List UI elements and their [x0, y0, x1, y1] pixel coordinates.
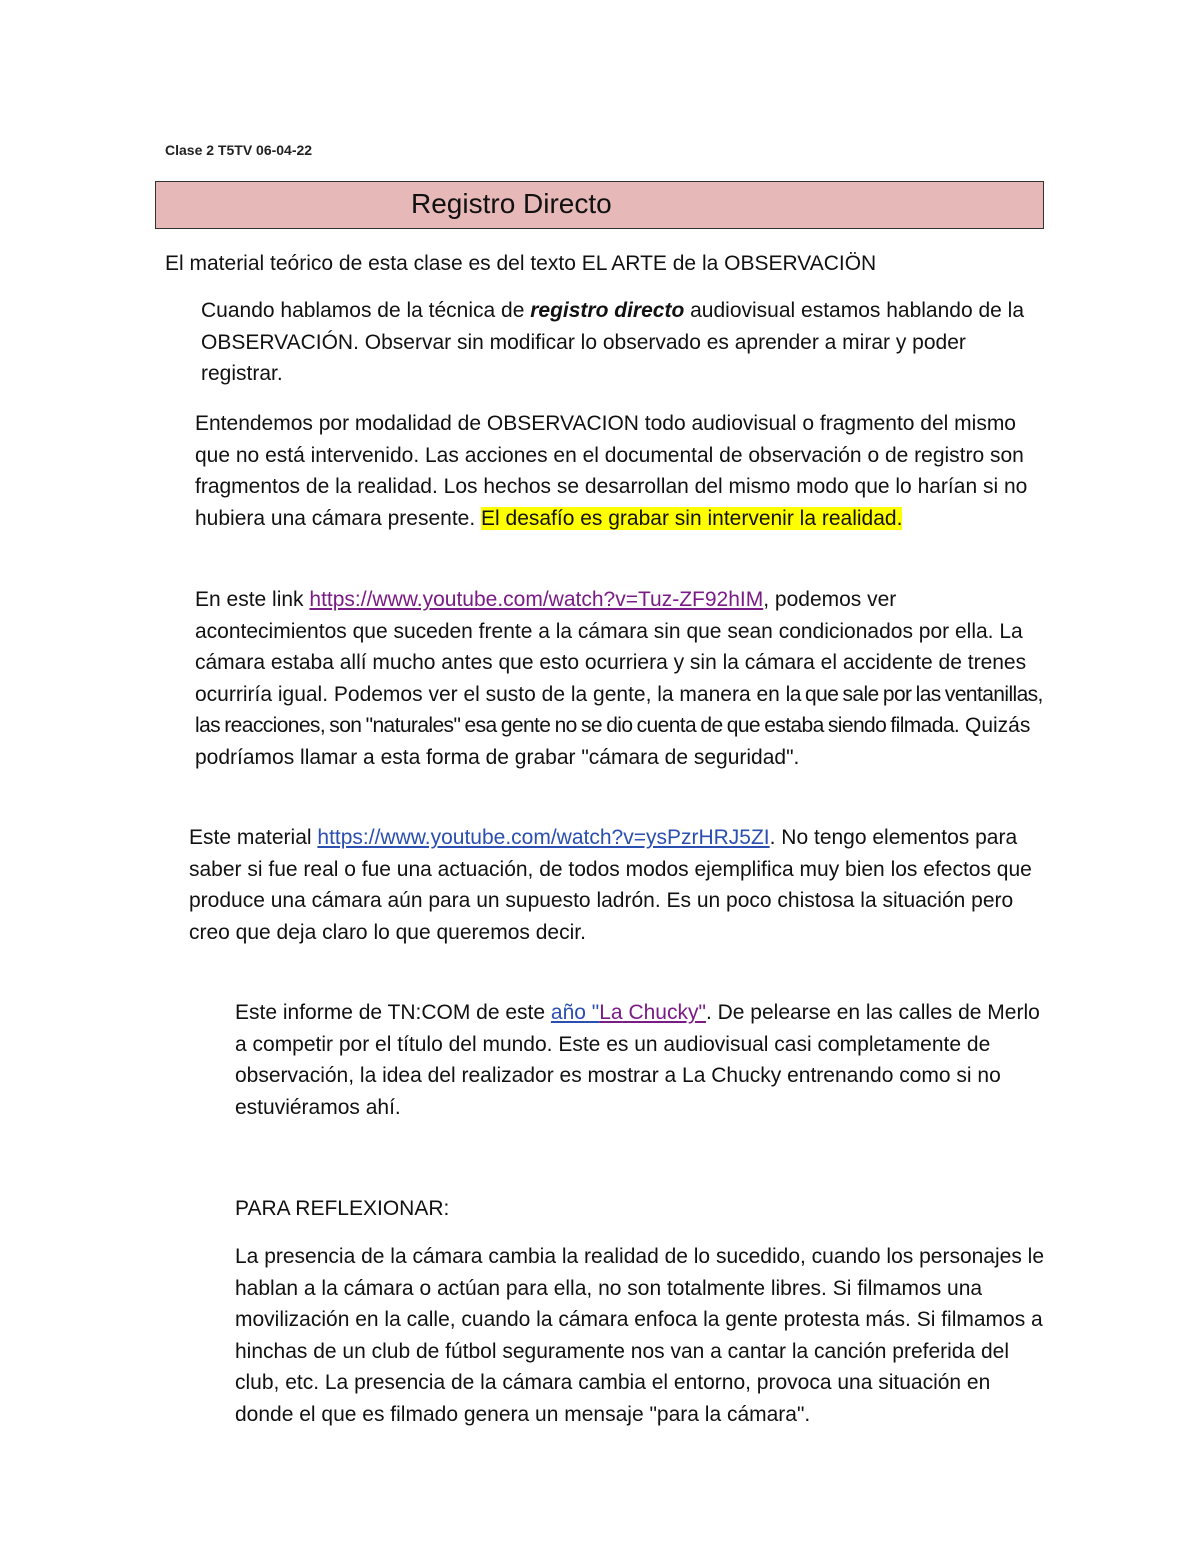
p4-text-a: Este material [189, 826, 318, 849]
p2-text-a: Entendemos por modalidad de OBSERVACION todo audiovisual o fragmento del mismo que no está intervenido. Las acciones en el documental de observación o de registro son fragmentos de la realidad. Los hechos se desarrollan del mismo modo que lo harían si no hubiera una cámara presente. [195, 412, 1028, 530]
paragraph-chucky [165, 997, 1045, 1123]
reflect-heading-block [165, 1193, 1045, 1225]
chucky-link-quote-close[interactable]: " [698, 1001, 706, 1024]
intro-paragraph [165, 248, 1045, 280]
reflect-heading: PARA REFLEXIONAR: [235, 1197, 450, 1220]
p3-text-a: En este link [195, 588, 310, 611]
p1-emphasis: registro directo [530, 299, 685, 322]
p2-highlight: El desafío es grabar sin intervenir la realidad. [481, 506, 903, 530]
reflect-text: La presencia de la cámara cambia la realidad de lo sucedido, cuando los personajes le hablan a la cámara o actúan para ella, no son totalmente libres. Si filmamos una movilización en la calle, cuando la cámara enfoca la gente protesta más. Si filmamos a hinchas de un club de fútbol seguramente nos van a cantar la canción preferida del club, etc. La presencia de la cámara cambia el entorno, provoca una situación en donde el que es filmado genera un mensaje "para la cámara". [235, 1245, 1045, 1426]
paragraph-observacion [165, 408, 1045, 534]
p5-text-b: . De pelearse en las calles de Merlo a competir por el título del mundo. Este es un audiovisual casi completamente de observación, la idea del realizador es mostrar a La Chucky entrenando como si no estuviéramos ahí. [235, 1001, 1040, 1119]
p1-text-c: audiovisual estamos hablando de la OBSERVACIÓN. Observar sin modificar lo observado es aprender a mirar y poder registrar. [201, 299, 1025, 385]
p4-text-b: . No tengo elementos para saber si fue real o fue una actuación, de todos modos ejemplifica muy bien los efectos que produce una cámara aún para un supuesto ladrón. Es un poco chistosa la situación pero creo que deja claro lo que queremos decir. [189, 826, 1032, 944]
chucky-link-chucky[interactable]: Chucky [628, 1001, 699, 1024]
paragraph-thief-link [165, 822, 1045, 948]
p3-text-b: , podemos ver acontecimientos que suceden frente a la cámara sin que sean condicionados por ella. La cámara estaba allí mucho antes que esto ocurriera y sin la cámara el accidente de trenes ocurriría igual. Podemos ver el susto de la gente, la manera en [195, 588, 1027, 706]
chucky-link-year[interactable]: año [550, 1001, 586, 1024]
chucky-link-la[interactable]: La [599, 1001, 623, 1024]
document-title: Registro Directo [411, 188, 612, 219]
p5-text-a: Este informe de TN:COM de este [235, 1001, 551, 1024]
thief-video-link[interactable]: https://www.youtube.com/watch?v=ysPzrHRJ5ZI [317, 826, 770, 849]
intro-text: El material teórico de esta clase es del texto EL ARTE de la OBSERVACIÖN [165, 252, 877, 275]
paragraph-train-link [165, 584, 1045, 773]
p1-text-a: Cuando hablamos de la técnica de [201, 299, 531, 322]
p3-text-c: la que sale por las ventanillas, las reacciones, son "naturales" esa gente no se dio cuenta de que estaba siendo filmada. [195, 682, 1043, 737]
train-video-link[interactable]: https://www.youtube.com/watch?v=Tuz-ZF92hIM [309, 588, 764, 611]
class-date-line: Clase 2 T5TV 06-04-22 [165, 142, 313, 158]
chucky-link-quote-open[interactable]: " [585, 1001, 600, 1024]
paragraph-reflect [165, 1241, 1045, 1430]
title-box [155, 181, 1044, 229]
p3-text-d: Quizás podríamos llamar a esta forma de grabar "cámara de seguridad". [195, 714, 1031, 769]
paragraph-registro-directo [165, 295, 1045, 390]
